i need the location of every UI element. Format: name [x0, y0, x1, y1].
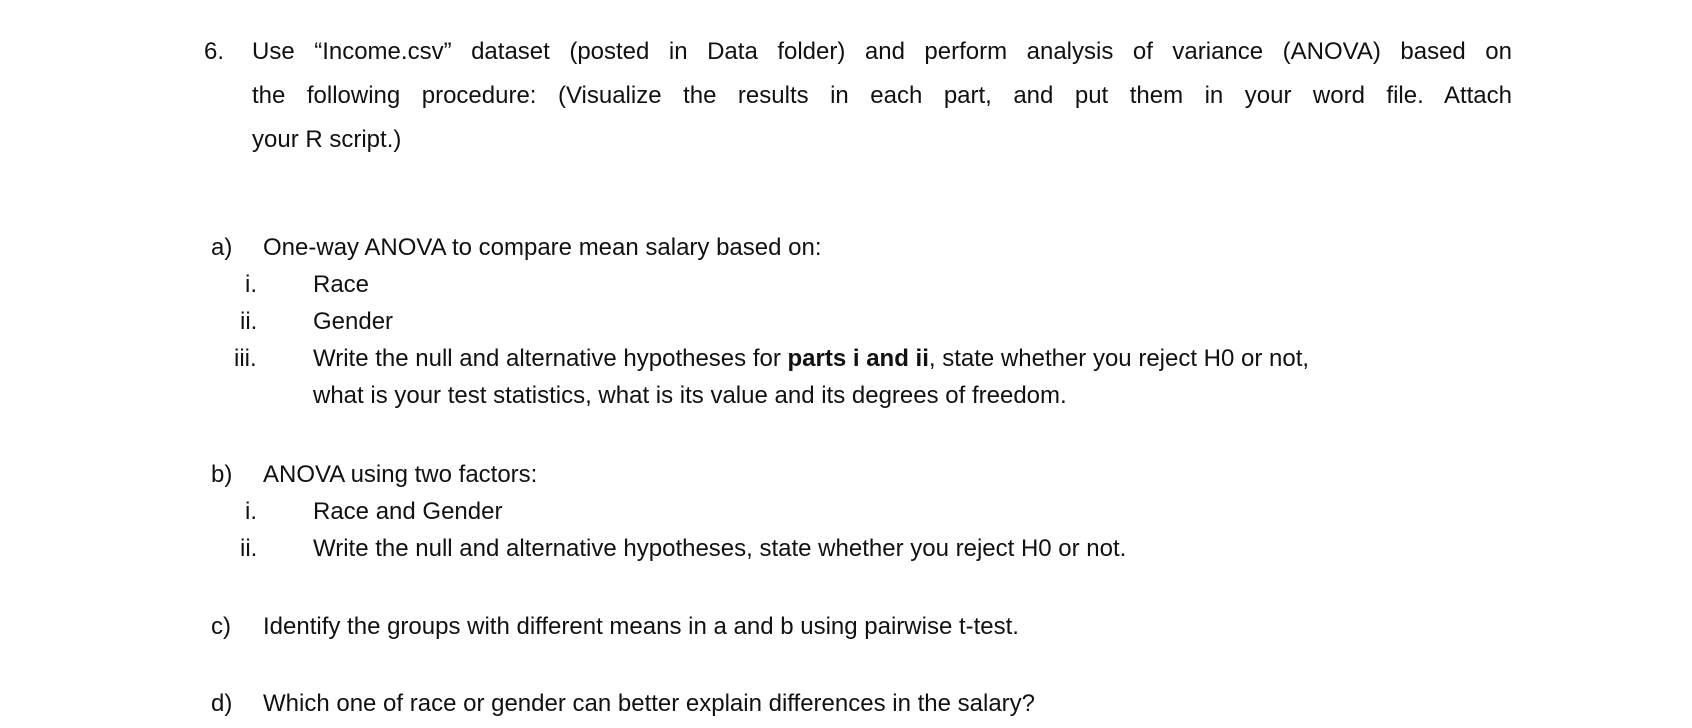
part-b-item-1-text: Race and Gender — [313, 498, 503, 525]
part-a-item-3-text-after: , state whether you reject H0 or not, — [928, 345, 1310, 372]
part-d-marker: d) — [211, 690, 233, 717]
part-a-item-1-marker: i. — [245, 271, 257, 298]
question-line-3: your R script.) — [252, 126, 402, 153]
part-a-item-3-text-before: Write the null and alternative hypotheses for — [313, 345, 788, 372]
question-line-2: the following procedure: (Visualize the results in each part, and put them in your word file. Attach — [252, 82, 1512, 109]
question-number: 6. — [204, 38, 225, 65]
question-line-1: Use “Income.csv” dataset (posted in Data folder) and perform analysis of variance (ANOVA) based on — [252, 38, 1512, 65]
part-d-text: Which one of race or gender can better explain differences in the salary? — [263, 690, 1036, 717]
part-c-text: Identify the groups with different means in a and b using pairwise t-test. — [263, 613, 1019, 640]
part-a-item-2-marker: ii. — [240, 308, 258, 335]
part-a-item-2-text: Gender — [313, 308, 394, 335]
part-a-item-3-text-bold: parts i and ii — [787, 345, 929, 372]
part-b-item-2-marker: ii. — [240, 535, 258, 562]
part-a-item-3-text — [313, 345, 1309, 373]
part-a-text: One-way ANOVA to compare mean salary based on: — [263, 234, 822, 261]
part-b-item-1-marker: i. — [245, 498, 257, 525]
part-c-marker: c) — [211, 613, 231, 640]
part-b-text: ANOVA using two factors: — [263, 461, 538, 488]
part-a-item-3-marker: iii. — [234, 345, 257, 372]
part-a-item-3-text-line-2: what is your test statistics, what is its value and its degrees of freedom. — [313, 382, 1067, 409]
part-b-marker: b) — [211, 461, 233, 488]
part-a-item-1-text: Race — [313, 271, 370, 298]
part-b-item-2-text: Write the null and alternative hypotheses, state whether you reject H0 or not. — [313, 535, 1127, 562]
part-a-marker: a) — [211, 234, 233, 261]
